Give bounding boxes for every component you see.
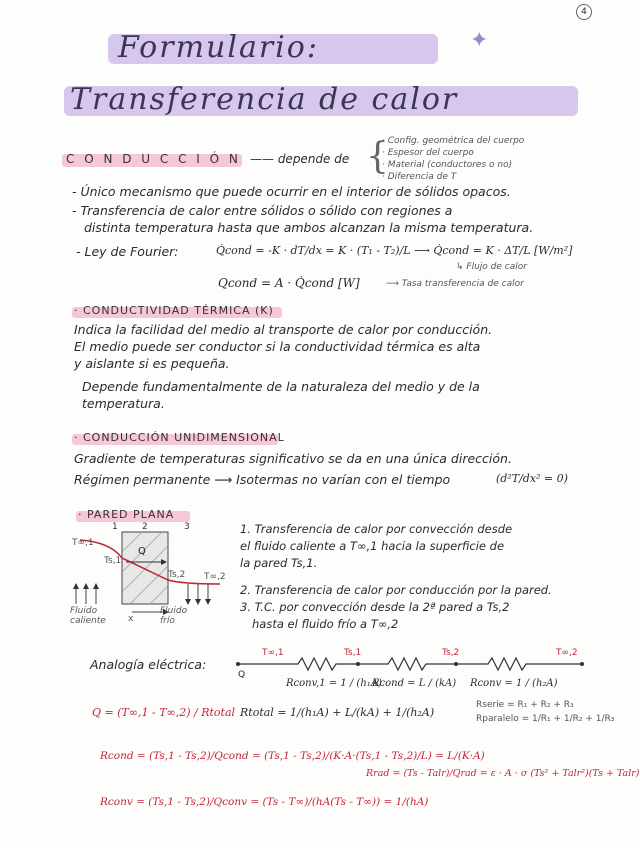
factor-3: · Material (conductores o no): [382, 160, 513, 170]
label-q: Q: [138, 546, 146, 557]
zone-3: 3: [184, 522, 190, 532]
factor-2: · Espesor del cuerpo: [382, 148, 474, 158]
conductividad-p2a: Depende fundamentalmente de la naturaleza del medio y de la: [82, 379, 480, 394]
factor-4: · Diferencia de T: [382, 172, 457, 182]
pared-step-1a: 1. Transferencia de calor por convección desde: [240, 522, 513, 536]
sparkle-icon: ✦: [470, 28, 489, 53]
pared-step-1c: la pared Ts,1.: [240, 556, 318, 570]
conductividad-p1b: El medio puede ser conductor si la conductividad térmica es alta: [74, 339, 481, 354]
label-cold-fluid: Fluido frío: [160, 606, 188, 626]
conductividad-p1c: y aislante si es pequeña.: [74, 356, 230, 371]
label-too1: T∞,1: [72, 538, 94, 548]
zone-2: 2: [142, 522, 148, 532]
circuit-node-label-3: Ts,2: [442, 648, 460, 658]
flux-note: ↳ Flujo de calor: [456, 262, 527, 272]
formula-r-paralelo: Rparalelo = 1/R₁ + 1/R₂ + 1/R₃: [476, 714, 615, 724]
title-line-1: Formulario:: [118, 30, 319, 65]
conductividad-header: · CONDUCTIVIDAD TÉRMICA (K): [74, 304, 274, 317]
zone-1: 1: [112, 522, 118, 532]
hot-fluid-arrows: [76, 584, 96, 604]
label-hot-fluid: Fluido caliente: [70, 606, 106, 626]
formula-r-total: Rtotal = 1/(h₁A) + L/(kA) + 1/(h₂A): [240, 706, 435, 719]
circuit-node-label-1: T∞,1: [262, 648, 284, 658]
formula-r-conv: Rconv = (Ts,1 - Ts,2)/Qconv = (Ts - T∞)/(hA(Ts - T∞)) = 1/(hA): [100, 796, 429, 808]
pared-step-1b: el fluido caliente a T∞,1 hacia la superficie de: [240, 539, 505, 553]
factor-1: · Config. geométrica del cuerpo: [382, 136, 525, 146]
conduccion-bullet-1: - Único mecanismo que puede ocurrir en el interior de sólidos opacos.: [72, 184, 511, 199]
circuit-r2: Rcond = L / (kA): [372, 678, 457, 689]
rate-note: ⟶ Tasa transferencia de calor: [386, 279, 524, 289]
formula-r-cond: Rcond = (Ts,1 - Ts,2)/Qcond = (Ts,1 - Ts,2)/(K·A·(Ts,1 - Ts,2)/L) = L/(K·A): [100, 750, 485, 762]
pared-header: · PARED PLANA: [78, 508, 175, 521]
fourier-equation: Q̇cond = -K · dT/dx = K · (T₁ - T₂)/L ⟶ Q̇cond = K · ΔT/L [W/m²]: [216, 244, 573, 257]
cold-fluid-arrows: [188, 584, 208, 604]
fourier-label: - Ley de Fourier:: [76, 244, 179, 259]
node-1: [236, 662, 240, 666]
label-x: x: [128, 614, 134, 624]
circuit-r3: Rconv = 1 / (h₂A): [470, 678, 558, 689]
pared-step-2: 2. Transferencia de calor por conducción por la pared.: [240, 583, 552, 597]
circuit-node-label-4: T∞,2: [556, 648, 578, 658]
unidimensional-header: · CONDUCCIÓN UNIDIMENSIONAL: [74, 431, 285, 444]
pared-step-3a: 3. T.C. por convección desde la 2ª pared a Ts,2: [240, 600, 510, 614]
conductividad-p1a: Indica la facilidad del medio al transporte de calor por conducción.: [74, 322, 493, 337]
unidimensional-line-2: Régimen permanente ⟶ Isotermas no varían con el tiempo: [74, 472, 451, 487]
circuit-r1: Rconv,1 = 1 / (h₁A): [286, 678, 382, 689]
label-ts1: Ts,1: [104, 556, 122, 566]
title-line-2: Transferencia de calor: [70, 82, 459, 117]
unidimensional-line-1: Gradiente de temperaturas significativo se da en una única dirección.: [74, 451, 512, 466]
circuit-q-label: Q: [238, 670, 246, 680]
formula-r-rad: Rrad = (Ts - Talr)/Qrad = ε · A · σ (Ts² + Talr²)(Ts + Talr): [366, 768, 640, 779]
formula-r-serie: Rserie = R₁ + R₂ + R₃: [476, 700, 574, 710]
conduccion-header: C O N D U C C I Ó N: [66, 152, 241, 166]
conduccion-bullet-2b: distinta temperatura hasta que ambos alcanzan la misma temperatura.: [84, 220, 534, 235]
node-3: [454, 662, 458, 666]
analogia-label: Analogía eléctrica:: [90, 657, 207, 672]
circuit-node-label-2: Ts,1: [344, 648, 362, 658]
label-ts2: Ts,2: [168, 570, 186, 580]
formula-q-total: Q = (T∞,1 - T∞,2) / Rtotal: [92, 706, 236, 719]
unidimensional-equation: (d²T/dx² = 0): [496, 472, 568, 485]
pared-step-3b: hasta el fluido frío a T∞,2: [252, 617, 399, 631]
depends-text: —— depende de: [250, 152, 350, 166]
rate-equation: Qcond = A · Q̇cond [W]: [218, 276, 360, 290]
conduccion-bullet-2a: - Transferencia de calor entre sólidos o sólido con regiones a: [72, 203, 453, 218]
node-2: [356, 662, 360, 666]
conductividad-p2b: temperatura.: [82, 396, 165, 411]
page-number: 4: [576, 4, 592, 20]
brace-icon: {: [366, 136, 389, 177]
label-too2: T∞,2: [204, 572, 226, 582]
circuit-wire: [238, 658, 582, 670]
node-4: [580, 662, 584, 666]
